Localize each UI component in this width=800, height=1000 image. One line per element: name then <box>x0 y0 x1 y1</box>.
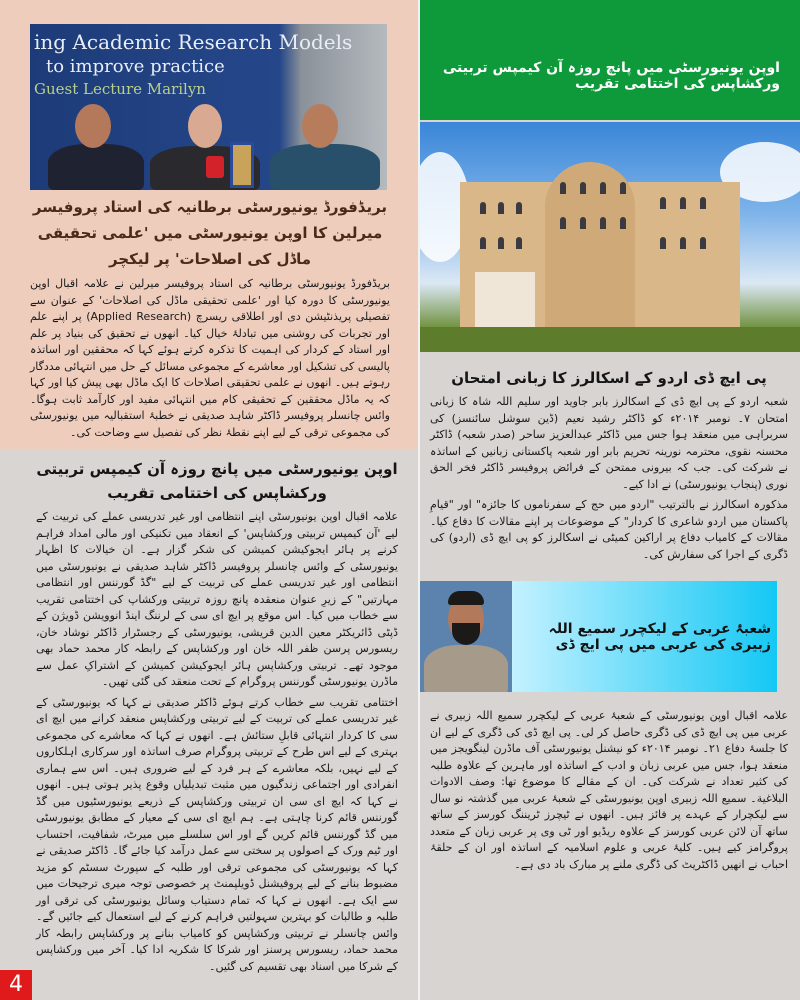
campus-building-photo <box>420 122 800 352</box>
window <box>660 237 666 249</box>
article-body: علامہ اقبال اوپن یونیورسٹی کے شعبۂ عربی کے لیکچرر سمیع اللہ زبیری نے عربی میں پی ایچ ڈی کی ڈگری حاصل کر لی۔ پی ایچ ڈی کی ڈگری کے لیے ان کا جلسۂ دفاع ۲۱۔ نومبر ۲۰۱۴ء کو نیشنل یونیورسٹی آف ماڈرن لینگویجز میں منعقد ہوا، جس میں عربی زبان و ادب کے اساتذہ اور ماہرین کے علاوہ طلبہ کی کثیر تعداد نے شرکت کی۔ ان کے مقالے کا موضوع تھا: وصف الادوات البلاغية۔ سمیع اللہ زبیری اوپن یونیورسٹی کے شعبۂ عربی میں گذشتہ نو سال سے لیکچرار کے عہدے پر فائز ہیں۔ انھوں نے ٹیچرز ٹریننگ کورسز کے ساتھ ساتھ آن لائن عربی کورسز کے علاوہ ریڈیو اور ٹی وی پر عربی زبان کے متعدد پروگرامز کیے ہیں۔ کلیۂ عربی و علوم اسلامیہ کے اساتذہ اور ان کے حلقۂ احباب نے انھیں ڈاکٹریٹ کی ڈگری ملنے پر مبارک باد دی ہے۔ <box>430 709 788 871</box>
article-title: اوپن یونیورسٹی میں پانچ روزہ آن کیمپس تربیتی ورکشاپس کی اختتامی تقریب <box>36 460 398 502</box>
photo-banner-text: ing Academic Research Models <box>34 30 353 54</box>
lawn <box>420 327 800 352</box>
banner-title: شعبۂ عربی کے لیکچرر سمیع اللہ زبیری کی عربی میں پی ایچ ڈی <box>548 620 771 653</box>
window <box>700 237 706 249</box>
portrait-hair <box>448 591 484 605</box>
window <box>620 182 626 194</box>
window <box>600 217 606 229</box>
person-left-head <box>75 104 111 148</box>
article-lecture-panel <box>0 0 418 449</box>
window <box>680 197 686 209</box>
window <box>600 182 606 194</box>
window <box>560 217 566 229</box>
page-number: 4 <box>0 970 32 1000</box>
article-body: مذکورہ اسکالرز نے بالترتیب "اردو میں حج کے سفرناموں کا جائزہ" اور "قیامِ پاکستان میں اردو شاعری کا کردار" کے موضوعات پر اپنے مقالات کا دفاع کیا۔ مقالات کے کامیاب دفاع پر اراکین کمیٹی نے اسکالرز کو پی ایچ ڈی (اردو) کی ڈگری کے اجرا کی سفارش کی۔ <box>430 498 788 561</box>
window <box>680 237 686 249</box>
window <box>660 197 666 209</box>
article-body: شعبہ اردو کے پی ایچ ڈی کے اسکالرز بابر جاوید اور سلیم اللہ شاہ کا زبانی امتحان ۷۔ نومبر ۲۰۱۴ء کو ڈاکٹر رشید نعیم (ڈین سوشل سائنسز) کی سربراہی میں منعقد ہوا جس میں ڈاکٹر عبدالعزیز ساحر (صدر شعبہ) ڈاکٹر محسنہ نقوی، محترمہ نورینہ تحریم بابر اور شعبہ پاکستانی زبانیں کے اساتذہ نے شرکت کی۔ جب کہ بیرونی ممتحن کے فرائض پروفیسر ڈاکٹر فخر الحق نوری (پنجاب یونیورسٹی) نے ادا کیے۔ <box>430 395 789 491</box>
article-body: علامہ اقبال اوپن یونیورسٹی اپنے انتظامی اور غیر تدریسی عملے کی تربیت کے لیے 'آن کیمپس تربیتی ورکشاپس' کے انعقاد میں تکنیکی اور مالی امداد فراہم کرنے پر ہائر ایجوکیشن کمیشن کی شکر گزار ہے۔ ان خیالات کا اظہار یونیورسٹی کے وائس چانسلر پروفیسر ڈاکٹر شاہد صدیقی نے یونیورسٹی میں انتظامی اور غیر تدریسی عملے کی تربیت کے لیے "گڈ گورننس اور انتظامی مہارتیں" کے زیرِ عنوان منعقدہ پانچ روزہ تربیتی ورکشاپ کی اختتامی تقریب سے خطاب میں کیا۔ اس موقع پر ایچ ای سی کے لرننگ اینڈ انوویشن ڈویژن کے ڈپٹی ڈائریکٹر معین الدین قریشی، یونیورسٹی کے رجسٹرار ڈاکٹر نوشاد خان، ریسورس پرسن ظفر اللہ خان اور ورکشاپس کے رابطہ کار محمد حماد بھی موجود تھے۔ تربیتی ورکشاپس ہائر ایجوکیشن کمیشن کے اشتراکِ عمل سے ماڈرن یونیورسٹی گورننس پروگرام کے تحت منعقد کی گئی تھیں۔ <box>36 510 398 688</box>
window <box>620 217 626 229</box>
window <box>516 202 522 214</box>
person-right-head <box>302 104 338 148</box>
window <box>480 202 486 214</box>
phd-banner-row <box>420 581 777 692</box>
window <box>580 182 586 194</box>
article-title: بریڈفورڈ یونیورسٹی برطانیہ کی استاد پروفیسر میرلین کا اوپن یونیورسٹی میں 'علمی تحقیقی ماڈل کی اصلاحات' پر لیکچر <box>32 198 388 268</box>
photo-banner-text: to improve practice <box>46 56 225 77</box>
window <box>498 237 504 249</box>
right-column <box>420 0 800 1000</box>
green-header <box>420 0 800 120</box>
window <box>498 202 504 214</box>
person-center-head <box>188 104 222 148</box>
article-workshop-panel <box>0 449 418 1000</box>
portrait-suit <box>424 645 508 692</box>
article-title: پی ایچ ڈی اردو کے اسکالرز کا زبانی امتحان <box>451 369 767 387</box>
shield-award <box>230 142 254 188</box>
window <box>700 197 706 209</box>
window <box>560 182 566 194</box>
window <box>516 237 522 249</box>
article-body: بریڈفورڈ یونیورسٹی برطانیہ کی استاد پروفیسر میرلین نے علامہ اقبال اوپن یونیورسٹی کا دورہ کیا اور 'علمی تحقیقی ماڈل کی اصلاحات' کے عنوان سے تفصیلی پریذنٹیشن دی اور اطلاقی ریسرچ (Applied Research) پر اپنے علم اور تجربات کی روشنی میں تبادلۂ خیال کیا۔ انھوں نے تحقیق کی بنیاد پر علم اور استاد کے کردار کی اہمیت کا تذکرہ کرتے ہوئے کہا کہ محققین اور اساتذہ پالیسی کی تشکیل اور معاشرے کے مجموعی مسائل کے حل میں انتہائی مددگار رہوتے ہیں۔ انھوں نے علمی تحقیقی اصلاحات کا ایک ماڈل بھی پیش کیا اور کہا کہ یہ ماڈل محققین کے تحقیقی کام میں انتہائی مفید اور کارآمد ثابت ہوگا۔ وائس چانسلر پروفیسر ڈاکٹر شاہد صدیقی نے خطبۂ استقبالیہ میں یونیورسٹی کی مجموعی ترقی کے لیے اپنے نقطۂ نظر کی تفصیل سے وضاحت کی۔ <box>30 277 390 439</box>
lecturer-portrait <box>420 581 512 692</box>
window <box>480 237 486 249</box>
photo-banner-text: Guest Lecture Marilyn <box>34 80 206 98</box>
portrait-beard <box>452 623 480 645</box>
article-body: اختتامی تقریب سے خطاب کرتے ہوئے ڈاکٹر صدیقی نے کہا کہ یونیورسٹی کے غیر تدریسی عملے کی تربیت کے لیے تربیتی ورکشاپس منعقد کرانے میں ایچ ای سی کا کردار انتہائی قابلِ ستائش ہے۔ انھوں نے کہا کہ معاشرے کی مجموعی بہتری کے لیے اس طرح کے تربیتی پروگرام صرف اساتذہ اور سرکاری اہلکاروں کے لیے نہیں، بلکہ معاشرے کے ہر فرد کے لیے ضروری ہیں۔ اس سے ہماری انفرادی اور اجتماعی زندگیوں میں مثبت تبدیلیاں وقوع پذیر ہوتی ہیں۔ انھوں نے کہا کہ ایچ ای سی ان تربیتی ورکشاپس کے ذریعے یونیورسٹیوں میں گڈ گورننس قائم کرنا چاہتی ہے۔ ہم ایچ ای سی کے معیار کے مطابق یونیورسٹی میں گڈ گورننس قائم کریں گے اور اس سلسلے میں میرٹ، شفافیت، احتساب اور ٹیم ورک کے اصولوں پر سختی سے عمل درآمد کیا جائے گا۔ ڈاکٹر صدیقی نے کہا کہ یونیورسٹی کی مجموعی ترقی اور طلبہ کے سپورٹ سسٹم کو مزید مضبوط بنانے کے لیے پروفیشنل ڈویلپمنٹ پر خصوصی توجہ میری ترجیحات میں سے ایک ہے۔ انھوں نے کہا کہ تمام دستیاب وسائل یونیورسٹی کی ترقی اور طلبہ و طالبات کو بہترین سہولتیں فراہم کرنے کے لیے استعمال کیے جائیں گے۔ وائس چانسلر نے تربیتی ورکشاپس کو کامیاب بنانے پر ورکشاپس رابطہ کار محمد حماد، ریسورس پرسنز اور شرکا کا شکریہ ادا کیا۔ آخر میں ورکشاپس کے شرکا میں اسناد بھی تقسیم کی گئیں۔ <box>36 695 398 973</box>
lecture-photo <box>30 24 387 190</box>
header-title: اوپن یونیورسٹی میں پانچ روزہ آن کیمپس تربیتی ورکشاپس کی اختتامی تقریب <box>442 60 780 92</box>
window <box>580 217 586 229</box>
person-left <box>48 144 144 190</box>
red-mug <box>206 156 224 178</box>
person-right <box>270 144 380 190</box>
phd-banner <box>512 581 777 692</box>
